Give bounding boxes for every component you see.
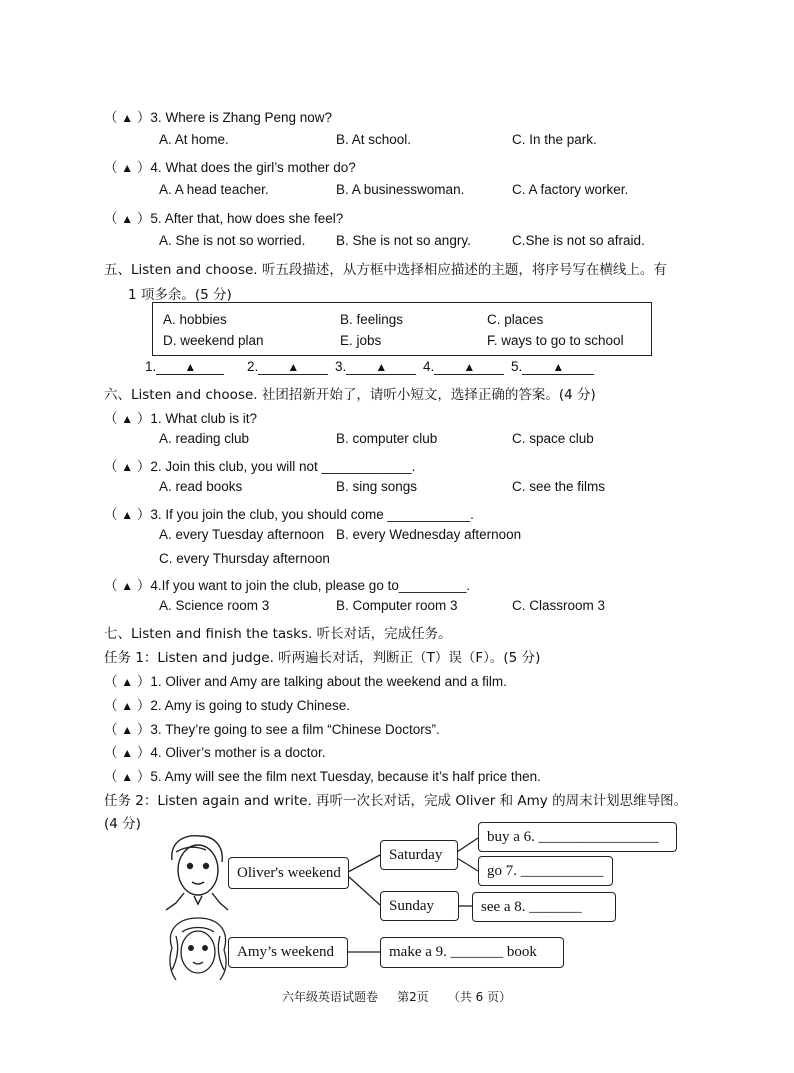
option-a: A. reading club	[159, 431, 250, 446]
option-b: B. sing songs	[336, 479, 418, 494]
option-c: C. see the films	[512, 479, 606, 494]
answer-paren[interactable]: （ ▲ ）	[104, 110, 151, 125]
option-c: C. Classroom 3	[512, 598, 606, 613]
option-c: C. A factory worker.	[512, 182, 629, 197]
question-3: （ ▲ ）3. If you join the club, you should come ___________.	[104, 503, 474, 523]
answer-paren[interactable]: （ ▲ ）	[104, 507, 151, 522]
question-3: （ ▲ ）3. Where is Zhang Peng now?	[104, 106, 332, 126]
question-5: （ ▲ ）5. After that, how does she feel?	[104, 207, 343, 227]
answer-paren[interactable]: （ ▲ ）	[104, 674, 151, 689]
option-b: B. computer club	[336, 431, 438, 446]
option-a: A. hobbies	[163, 312, 227, 327]
question-4: （ ▲ ）4.If you want to join the club, please go to_________.	[104, 574, 470, 594]
option-b: B. A businesswoman.	[336, 182, 465, 197]
answer-paren[interactable]: （ ▲ ）	[104, 722, 151, 737]
answer-paren[interactable]: （ ▲ ）	[104, 578, 151, 593]
option-a: A. every Tuesday afternoon	[159, 527, 325, 542]
option-a: A. At home.	[159, 132, 229, 147]
answer-paren[interactable]: （ ▲ ）	[104, 745, 151, 760]
judge-item-5: （ ▲ ）5. Amy will see the film next Tuesday, because it’s half price then.	[104, 765, 541, 785]
option-c: C. every Thursday afternoon	[159, 551, 330, 566]
option-a: A. A head teacher.	[159, 182, 269, 197]
option-f: F. ways to go to school	[487, 333, 624, 348]
answer-paren[interactable]: （ ▲ ）	[104, 769, 151, 784]
boy-portrait-icon	[166, 836, 228, 910]
question-2: （ ▲ ）2. Join this club, you will not ____________.	[104, 455, 415, 475]
answer-paren[interactable]: （ ▲ ）	[104, 160, 151, 175]
task-2-title: 任务 2：Listen again and write. 再听一次长对话，完成 Oliver 和 Amy 的周末计划思维导图。	[104, 793, 688, 809]
section-5-title: 五、Listen and choose. 听五段描述，从方框中选择相应描述的主题，将序号写在横线上。有	[104, 262, 667, 278]
answer-blank-5[interactable]: 5. ▲	[511, 359, 594, 375]
option-b: B. every Wednesday afternoon	[336, 527, 522, 542]
footer-title: 六年级英语试题卷	[282, 990, 379, 1004]
footer-page: 第2页	[397, 990, 429, 1004]
task-1-title: 任务 1：Listen and judge. 听两遍长对话，判断正（T）误（F）。(5 分)	[104, 650, 541, 666]
section-6-title: 六、Listen and choose. 社团招新开始了，请听小短文，选择正确的答案。(4 分)	[104, 387, 596, 403]
see-answer-node[interactable]: see a 8. _______	[472, 892, 616, 922]
girl-portrait-icon	[170, 918, 226, 980]
option-a: A. read books	[159, 479, 243, 494]
option-d: D. weekend plan	[163, 333, 264, 348]
question-4: （ ▲ ）4. What does the girl’s mother do?	[104, 156, 356, 176]
judge-item-3: （ ▲ ）3. They’re going to see a film “Chinese Doctors”.	[104, 718, 440, 738]
option-c: C. places	[487, 312, 544, 327]
judge-item-4: （ ▲ ）4. Oliver’s mother is a doctor.	[104, 741, 326, 761]
go-answer-node[interactable]: go 7. ___________	[478, 856, 613, 886]
option-a: A. She is not so worried.	[159, 233, 306, 248]
option-c: C. space club	[512, 431, 594, 446]
option-e: E. jobs	[340, 333, 382, 348]
answer-paren[interactable]: （ ▲ ）	[104, 459, 151, 474]
answer-blank-4[interactable]: 4. ▲	[423, 359, 504, 375]
option-c: C. In the park.	[512, 132, 597, 147]
answer-blank-1[interactable]: 1. ▲	[145, 359, 224, 375]
saturday-node: Saturday	[380, 840, 458, 870]
option-b: B. She is not so angry.	[336, 233, 471, 248]
sunday-node: Sunday	[380, 891, 459, 921]
option-b: B. feelings	[340, 312, 404, 327]
answer-blank-3[interactable]: 3. ▲	[335, 359, 416, 375]
section-5-title-cont: 1 项多余。(5 分)	[128, 287, 232, 303]
section-7-title: 七、Listen and finish the tasks. 听长对话，完成任务。	[104, 626, 452, 642]
judge-item-2: （ ▲ ）2. Amy is going to study Chinese.	[104, 694, 350, 714]
answer-paren[interactable]: （ ▲ ）	[104, 698, 151, 713]
answer-blank-2[interactable]: 2. ▲	[247, 359, 328, 375]
footer-total: （共 6 页）	[447, 990, 512, 1004]
footer	[282, 988, 511, 1005]
judge-item-1: （ ▲ ）1. Oliver and Amy are talking about the weekend and a film.	[104, 670, 507, 690]
oliver-weekend-node: Oliver's weekend	[228, 857, 349, 889]
option-a: A. Science room 3	[159, 598, 270, 613]
amy-weekend-node: Amy’s weekend	[228, 937, 348, 968]
option-c: C.She is not so afraid.	[512, 233, 645, 248]
buy-answer-node[interactable]: buy a 6. ________________	[478, 822, 677, 852]
question-1: （ ▲ ）1. What club is it?	[104, 407, 257, 427]
option-b: B. At school.	[336, 132, 412, 147]
task-2-score: (4 分)	[104, 816, 141, 832]
make-answer-node[interactable]: make a 9. _______ book	[380, 937, 564, 968]
option-b: B. Computer room 3	[336, 598, 458, 613]
answer-paren[interactable]: （ ▲ ）	[104, 411, 151, 426]
answer-paren[interactable]: （ ▲ ）	[104, 211, 151, 226]
